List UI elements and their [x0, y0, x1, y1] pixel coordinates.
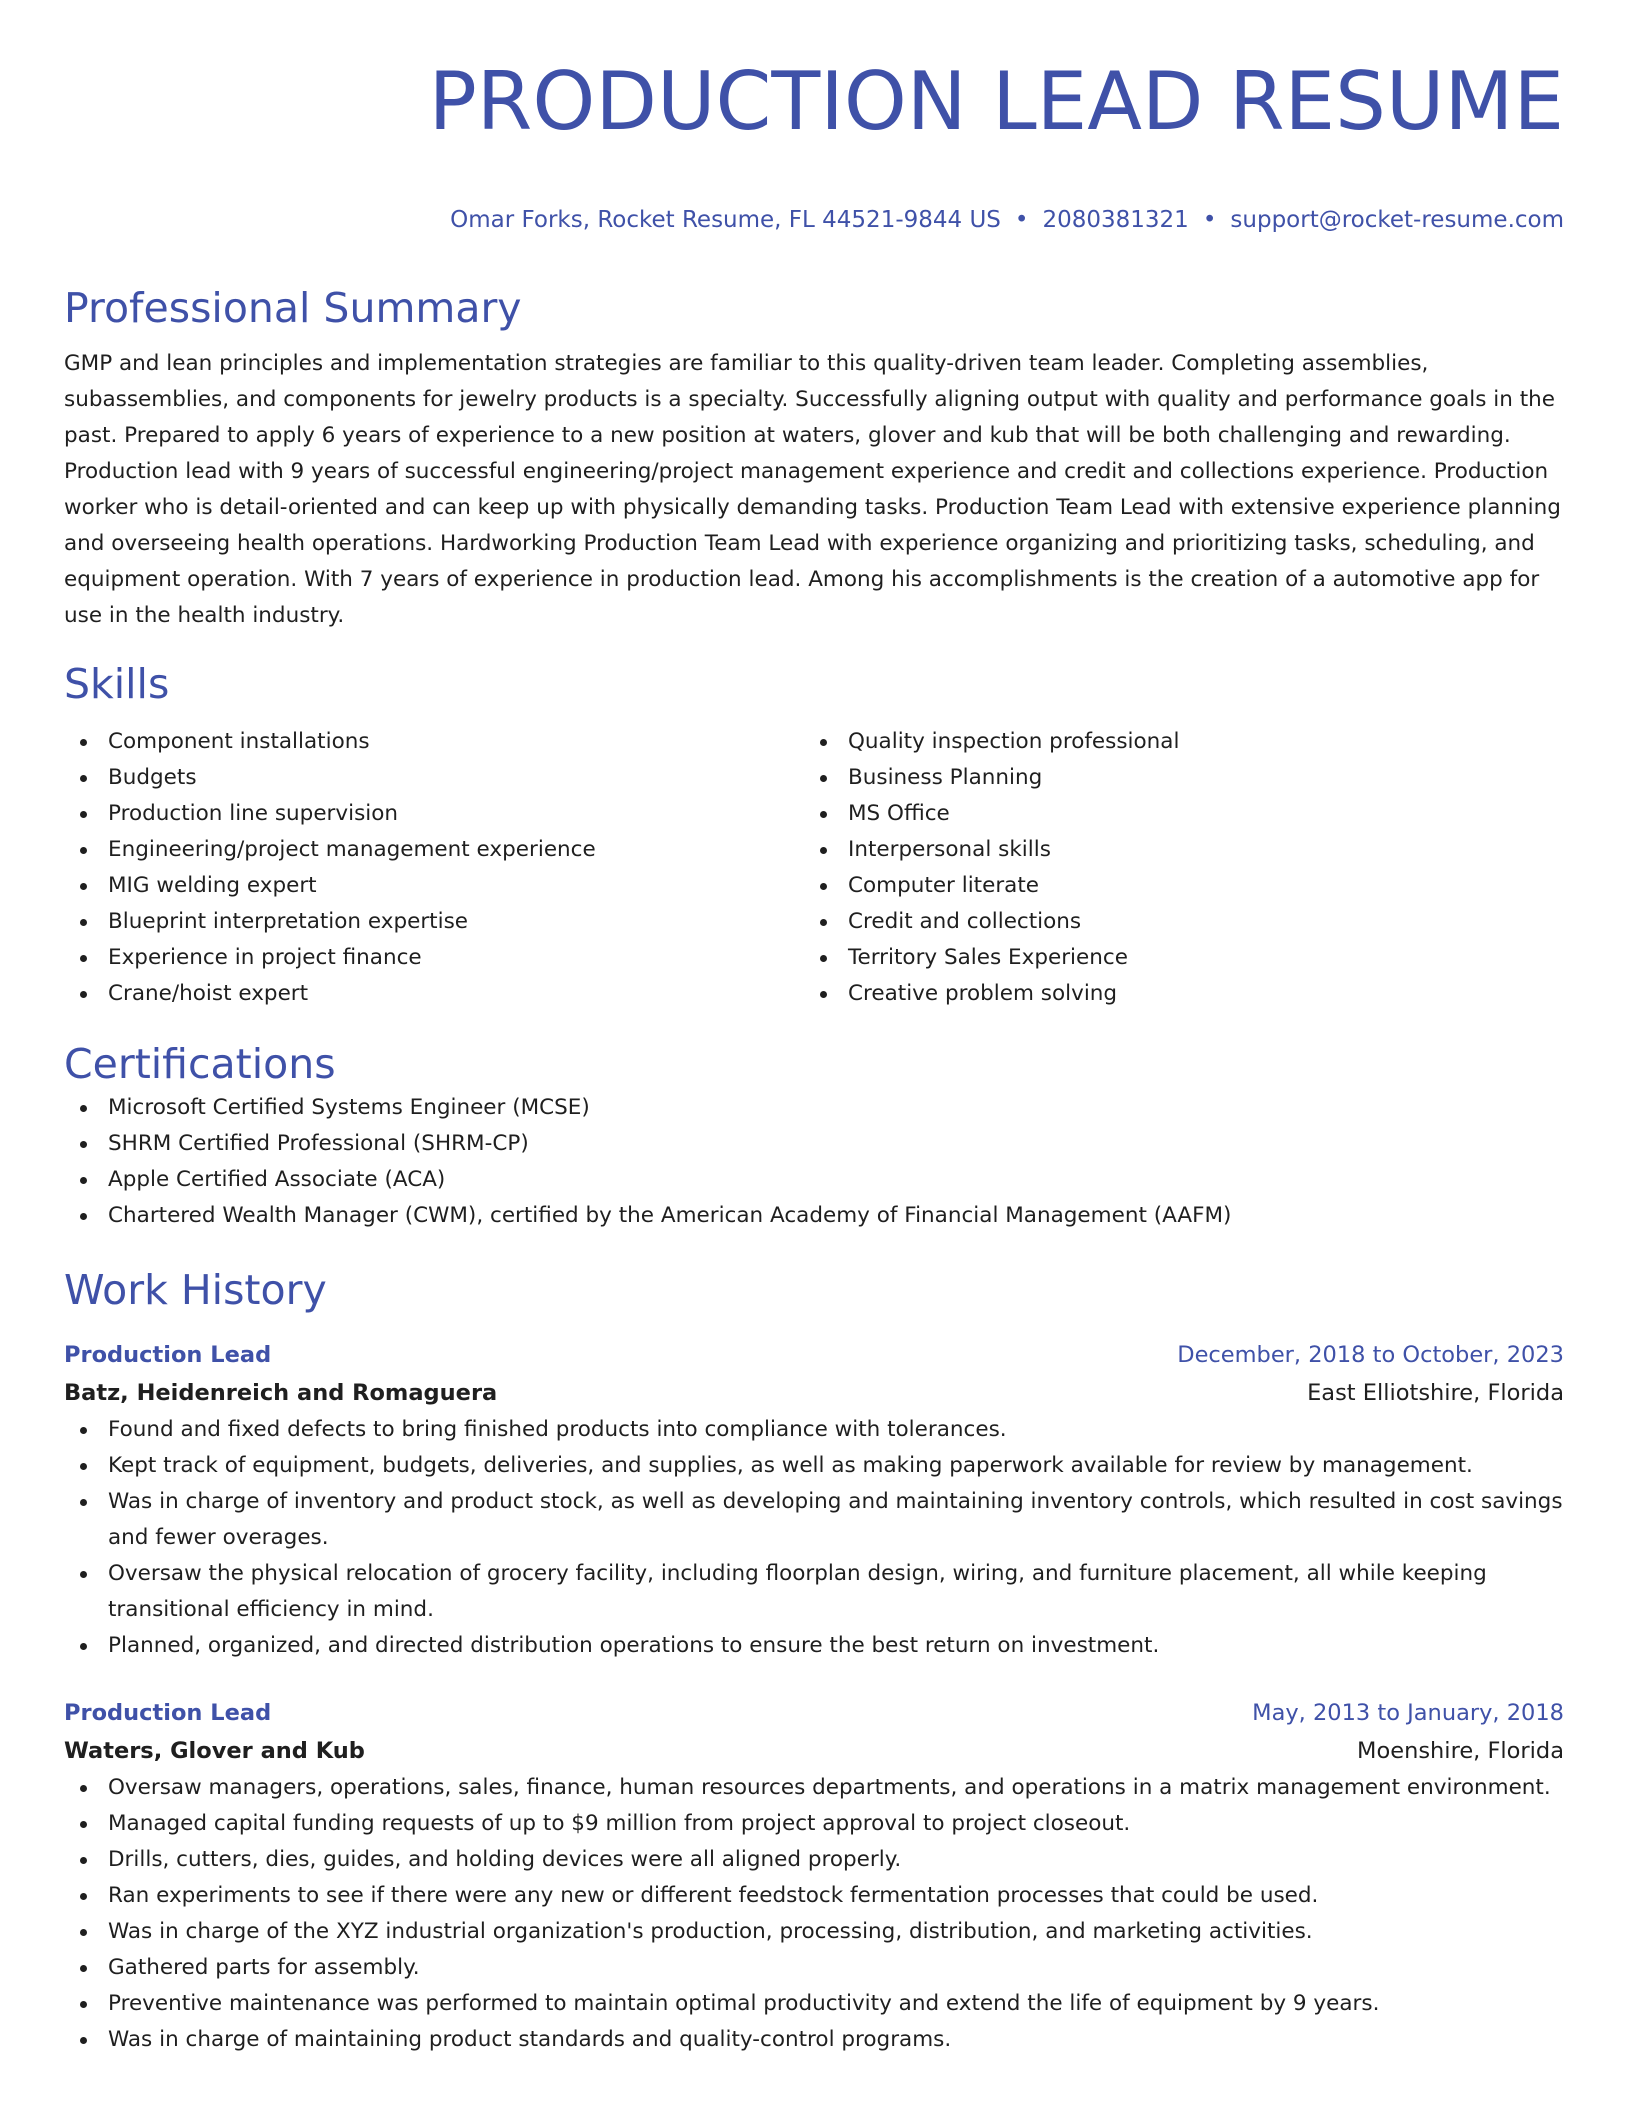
job-bullet: Was in charge of maintaining product standards and quality-control programs. — [64, 2022, 1564, 2058]
skill-item: Territory Sales Experience — [804, 940, 1544, 976]
job-bullet: Was in charge of inventory and product stock, as well as developing and maintaining inventory controls, which resulted in cost savings and fewer overages. — [64, 1484, 1564, 1556]
contact-email[interactable]: support@rocket-resume.com — [1230, 206, 1564, 233]
summary-heading: Professional Summary — [64, 283, 522, 332]
job-title: Production Lead — [64, 1699, 272, 1726]
skills-list-left — [64, 724, 804, 1012]
job-bullet: Managed capital funding requests of up to $9 million from project approval to project closeout. — [64, 1806, 1564, 1842]
resume-title: PRODUCTION LEAD RESUME — [428, 55, 1564, 148]
work-history-heading: Work History — [64, 1265, 327, 1314]
certifications-heading: Certifications — [64, 1039, 336, 1088]
skills-columns — [64, 724, 1564, 1012]
contact-line — [64, 204, 1564, 236]
job-dates: May, 2013 to January, 2018 — [1252, 1699, 1564, 1726]
job-bullets — [64, 1770, 1564, 2058]
certification-item: Apple Certified Associate (ACA) — [64, 1162, 1564, 1198]
skill-item: Computer literate — [804, 868, 1544, 904]
skill-item: Quality inspection professional — [804, 724, 1544, 760]
job-bullet: Oversaw the physical relocation of grocery facility, including floorplan design, wiring, and furniture placement, all while keeping transitional efficiency in mind. — [64, 1556, 1564, 1628]
skill-item: Crane/hoist expert — [64, 976, 804, 1012]
skill-item: Creative problem solving — [804, 976, 1544, 1012]
job-bullet: Preventive maintenance was performed to maintain optimal productivity and extend the life of equipment by 9 years. — [64, 1986, 1564, 2022]
skill-item: Business Planning — [804, 760, 1544, 796]
job-company-row — [64, 1732, 1564, 1770]
job-company: Waters, Glover and Kub — [64, 1737, 365, 1764]
job-company-row — [64, 1374, 1564, 1412]
skill-item: Production line supervision — [64, 796, 804, 832]
summary-text: GMP and lean principles and implementation strategies are familiar to this quality-driven team leader. Completing assemblies, subassemblies, and components for jewelry products is a specialty. Successfully aligning output with quality and performance goals in the past. Prepared to apply 6 years of experience to a new position at waters, glover and kub that will be both challenging and rewarding. Production lead with 9 years of successful engineering/project management experience and credit and collections experience. Production worker who is detail-oriented and can keep up with physically demanding tasks. Production Team Lead with extensive experience planning and overseeing health operations. Hardworking Production Team Lead with experience organizing and prioritizing tasks, scheduling, and equipment operation. With 7 years of experience in production lead. Among his accomplishments is the creation of a automotive app for use in the health industry. — [64, 350, 1561, 628]
job-bullet: Oversaw managers, operations, sales, finance, human resources departments, and operations in a matrix management environment. — [64, 1770, 1564, 1806]
skill-item: MS Office — [804, 796, 1544, 832]
job-bullets — [64, 1412, 1564, 1664]
contact-separator: • — [1014, 206, 1029, 233]
certification-item: Microsoft Certified Systems Engineer (MCSE) — [64, 1090, 1564, 1126]
skill-item: Engineering/project management experience — [64, 832, 804, 868]
contact-address: Omar Forks, Rocket Resume, FL 44521-9844 US — [450, 206, 1001, 233]
job-entry — [64, 1336, 1564, 1664]
certification-item: SHRM Certified Professional (SHRM-CP) — [64, 1126, 1564, 1162]
job-bullet: Ran experiments to see if there were any new or different feedstock fermentation processes that could be used. — [64, 1878, 1564, 1914]
job-entry — [64, 1694, 1564, 2058]
job-bullet: Planned, organized, and directed distribution operations to ensure the best return on investment. — [64, 1628, 1564, 1664]
skills-list-right — [804, 724, 1544, 1012]
certification-item: Chartered Wealth Manager (CWM), certified by the American Academy of Financial Management (AAFM) — [64, 1198, 1564, 1234]
job-title: Production Lead — [64, 1341, 272, 1368]
job-bullet: Gathered parts for assembly. — [64, 1950, 1564, 1986]
contact-separator: • — [1202, 206, 1217, 233]
skill-item: Blueprint interpretation expertise — [64, 904, 804, 940]
contact-phone[interactable]: 2080381321 — [1042, 206, 1189, 233]
job-company: Batz, Heidenreich and Romaguera — [64, 1379, 498, 1406]
skills-heading: Skills — [64, 659, 170, 708]
skill-item: Interpersonal skills — [804, 832, 1544, 868]
job-bullet: Found and fixed defects to bring finished products into compliance with tolerances. — [64, 1412, 1564, 1448]
job-dates: December, 2018 to October, 2023 — [1177, 1341, 1564, 1368]
skill-item: Credit and collections — [804, 904, 1544, 940]
job-location: East Elliotshire, Florida — [1307, 1379, 1564, 1406]
job-bullet: Drills, cutters, dies, guides, and holding devices were all aligned properly. — [64, 1842, 1564, 1878]
job-header-row — [64, 1694, 1564, 1732]
resume-page — [64, 0, 1564, 2058]
certifications-list — [64, 1090, 1564, 1234]
skill-item: Experience in project finance — [64, 940, 804, 976]
job-bullet: Kept track of equipment, budgets, deliveries, and supplies, as well as making paperwork available for review by management. — [64, 1448, 1564, 1484]
skill-item: Component installations — [64, 724, 804, 760]
skill-item: Budgets — [64, 760, 804, 796]
skill-item: MIG welding expert — [64, 868, 804, 904]
job-header-row — [64, 1336, 1564, 1374]
job-location: Moenshire, Florida — [1357, 1737, 1564, 1764]
job-bullet: Was in charge of the XYZ industrial organization's production, processing, distribution, and marketing activities. — [64, 1914, 1564, 1950]
